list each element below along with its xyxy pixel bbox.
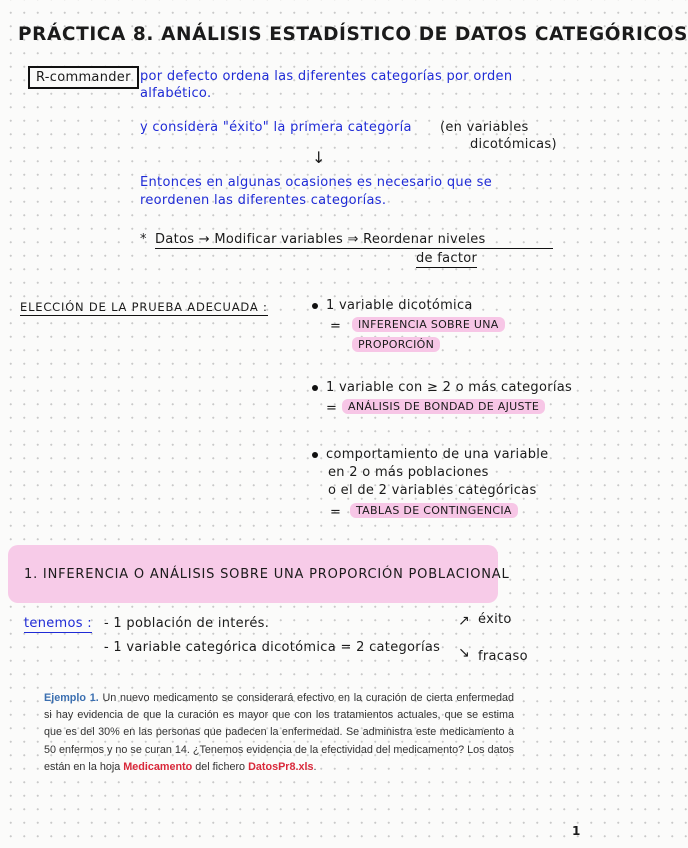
bullet-2-dot — [312, 385, 318, 391]
bullet-2 — [312, 380, 572, 395]
page-title: PRÁCTICA 8. ANÁLISIS ESTADÍSTICO DE DATOS CATEGÓRICOS — [18, 24, 688, 45]
section-1-heading: 1. INFERENCIA O ANÁLISIS SOBRE UNA PROPORCIÓN POBLACIONAL — [24, 567, 510, 582]
bullet-3-dot — [312, 452, 318, 458]
down-arrow-icon: ↓ — [312, 148, 326, 167]
bullet-1-dot — [312, 303, 318, 309]
bullet-2-eq: = — [326, 401, 338, 416]
bullet-1-result-2: PROPORCIÓN — [352, 337, 440, 352]
intro-line-6: reordenen las diferentes categorías. — [140, 193, 387, 208]
bullet-3-line-2: en 2 o más poblaciones — [328, 465, 489, 480]
bullet-3 — [312, 447, 548, 462]
bullet-1 — [312, 298, 473, 313]
r-commander-box: R-commander — [28, 66, 139, 89]
tenemos-item-2: - 1 variable categórica dicotómica = 2 categorías — [104, 640, 441, 655]
arrow-up-right-icon: ↗ — [458, 613, 470, 629]
example-paragraph — [44, 690, 514, 776]
bullet-1-text: 1 variable dicotómica — [326, 298, 473, 313]
intro-line-4: dicotómicas) — [470, 137, 557, 152]
arrow-down-right-icon: ↘ — [458, 645, 470, 661]
tenemos-item-1: - 1 población de interés. — [104, 616, 270, 631]
example-text-mid: del fichero — [192, 760, 249, 773]
bullet-1-eq: = — [330, 319, 342, 334]
bullet-1-result-1: INFERENCIA SOBRE UNA — [352, 317, 505, 332]
intro-line-3: y considera "éxito" la primera categoría — [140, 120, 412, 135]
bullet-2-result: ANÁLISIS DE BONDAD DE AJUSTE — [342, 399, 545, 414]
intro-line-2: alfabético. — [140, 86, 212, 101]
menu-path: Datos → Modificar variables ⇒ Reordenar niveles — [155, 232, 553, 249]
tenemos-label: tenemos : — [24, 616, 92, 631]
example-sheet: Medicamento — [123, 760, 193, 773]
page-number: 1 — [572, 824, 581, 838]
menu-star: * — [140, 232, 147, 247]
example-file: DatosPr8.xls — [248, 760, 314, 773]
intro-line-5: Entonces en algunas ocasiones es necesario que se — [140, 175, 493, 190]
eleccion-heading: ELECCIÓN DE LA PRUEBA ADECUADA : — [20, 300, 268, 314]
intro-line-3-note: (en variables — [440, 120, 529, 135]
exito-label: éxito — [478, 612, 512, 627]
intro-line-1: por defecto ordena las diferentes categorías por orden — [140, 69, 513, 84]
example-label: Ejemplo 1. — [44, 692, 99, 704]
example-text-end: . — [313, 760, 317, 773]
example-text: Un nuevo medicamento se considerará efectivo en la curación de cierta enfermedad si hay evidencia de que la curación es mayor que con los tratamientos actuales, que se estima que es del 30% en las personas que padecen la enfermedad. Se administra este medicamento a 50 enfermos y no se curan 14. ¿Tenemos evidencia de la efectividad del medicamento? Los datos están en la hoja — [44, 692, 514, 773]
bullet-2-text: 1 variable con ≥ 2 o más categorías — [326, 380, 573, 395]
fracaso-label: fracaso — [478, 649, 528, 664]
bullet-3-text: comportamiento de una variable — [326, 447, 549, 462]
bullet-3-eq: = — [330, 505, 342, 520]
menu-path-2: de factor — [416, 251, 478, 266]
bullet-3-line-3: o el de 2 variables categóricas — [328, 483, 537, 498]
bullet-3-result: TABLAS DE CONTINGENCIA — [350, 503, 518, 518]
